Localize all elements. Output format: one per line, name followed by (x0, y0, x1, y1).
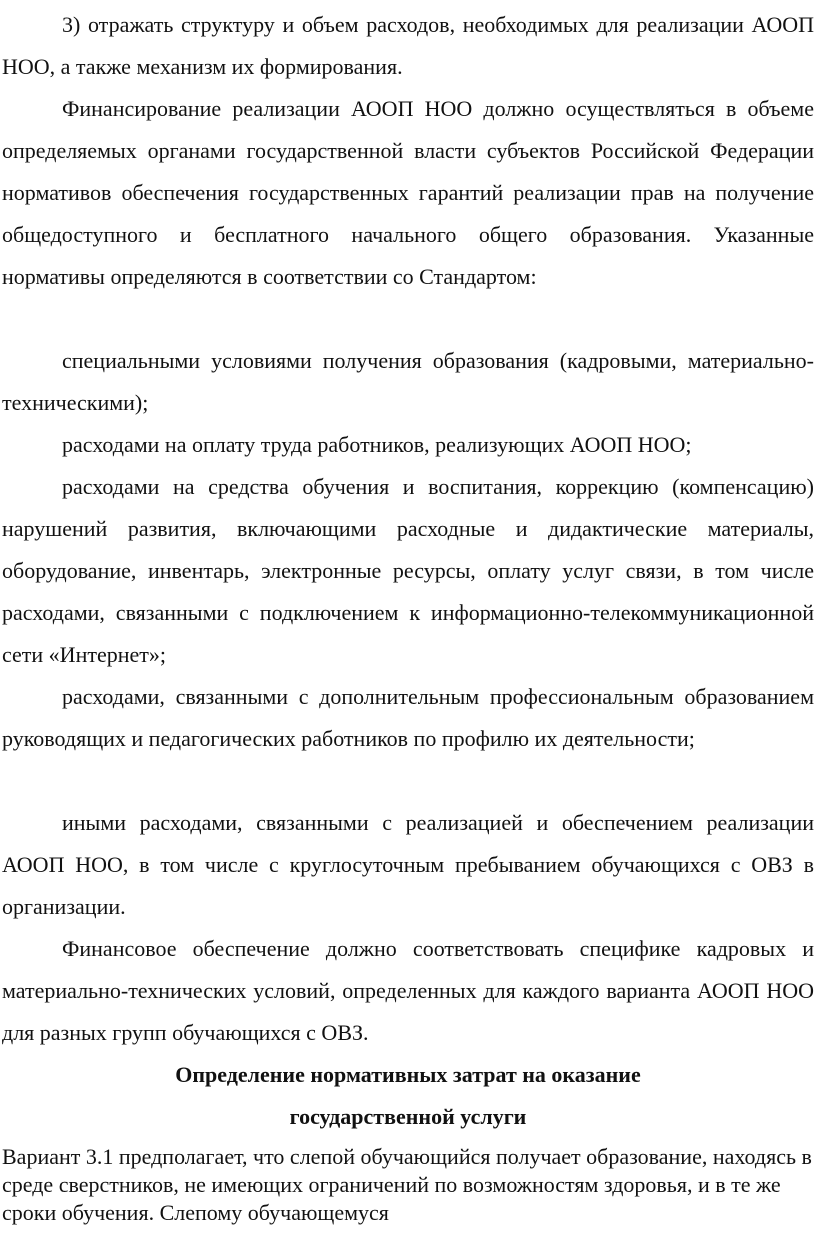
list-item-learning-means: расходами на средства обучения и воспитания, коррекцию (компенсацию) нарушений развития, включающими расходные и дидактические материалы, оборудование, инвентарь, электронные ресурсы, оплату услуг связи, в том числе расходами, связанными с подключением к информационно-телекоммуникационной сети «Интернет»; (2, 474, 814, 667)
section-heading-line-1: Определение нормативных затрат на оказание (175, 1062, 641, 1087)
paragraph-variant-3-1: Вариант 3.1 предполагает, что слепой обучающийся получает образование, находясь в среде сверстников, не имеющих ограничений по возможностям здоровья, и в те же сроки обучения. Слепому обучающемуся (2, 1144, 812, 1225)
section-heading-line-2: государственной услуги (289, 1104, 527, 1129)
list-item-special-conditions: специальными условиями получения образования (кадровыми, материально-техническими); (2, 348, 814, 415)
list-item-professional-education: расходами, связанными с дополнительным профессиональным образованием руководящих и педагогических работников по профилю их деятельности; (2, 684, 814, 751)
paragraph-expenses-structure: 3) отражать структуру и объем расходов, необходимых для реализации АООП НОО, а также механизм их формирования. (2, 12, 814, 79)
paragraph-financial-support: Финансовое обеспечение должно соответствовать специфике кадровых и материально-технических условий, определенных для каждого варианта АООП НОО для разных групп обучающихся с ОВЗ. (2, 936, 814, 1045)
list-item-labor-costs: расходами на оплату труда работников, реализующих АООП НОО; (62, 432, 692, 457)
paragraph-financing: Финансирование реализации АООП НОО должно осуществляться в объеме определяемых органами государственной власти субъектов Российской Федерации нормативов обеспечения государственных гарантий реализации прав на получение общедоступного и бесплатного начального общего образования. Указанные нормативы определяются в соответствии со Стандартом: (2, 96, 814, 289)
list-item-other-expenses: иными расходами, связанными с реализацией и обеспечением реализации АООП НОО, в том числе с круглосуточным пребыванием обучающихся с ОВЗ в организации. (2, 810, 814, 919)
